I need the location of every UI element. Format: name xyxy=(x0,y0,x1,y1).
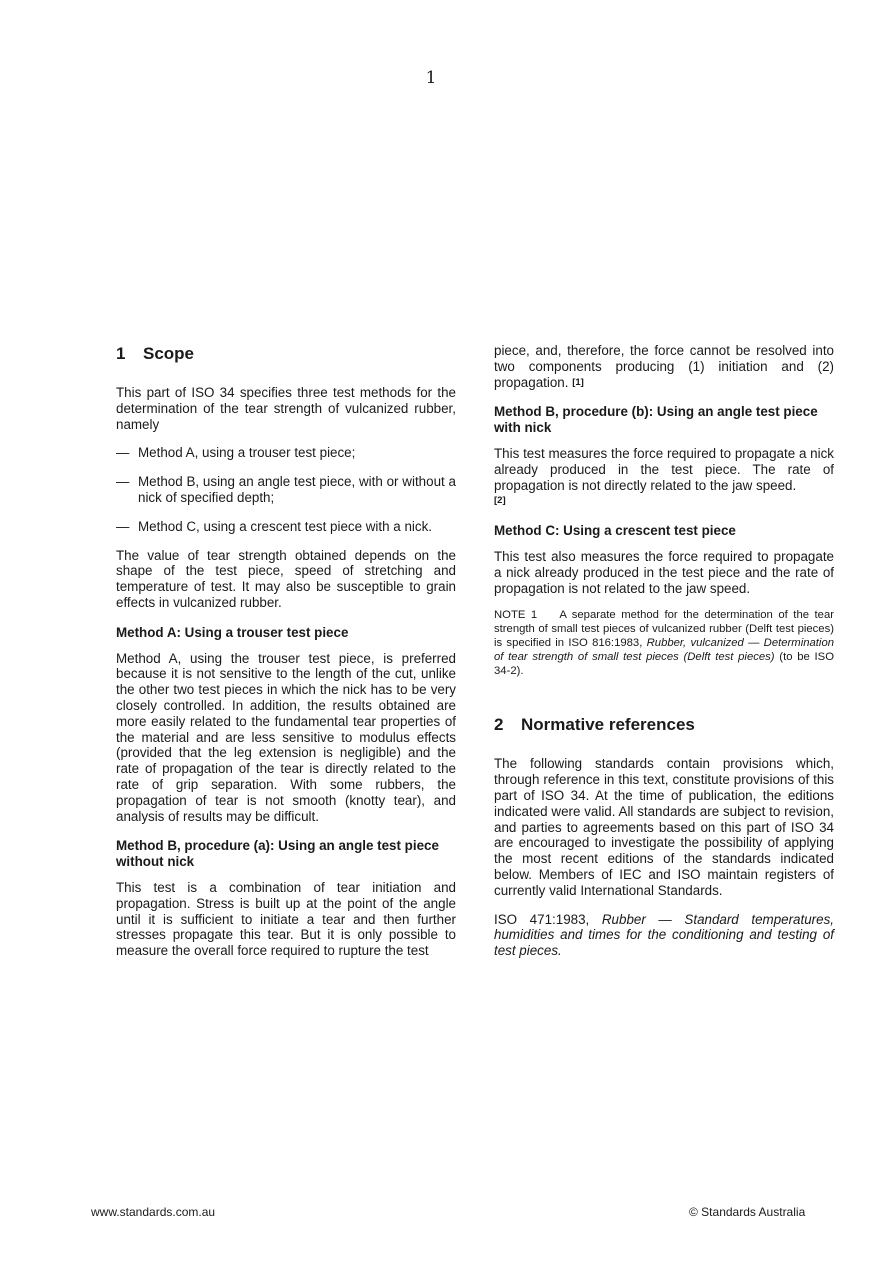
scope-heading xyxy=(116,343,456,365)
footer-website: www.standards.com.au xyxy=(91,1205,216,1219)
method-a-paragraph: Method A, using the trouser test piece, is preferred because it is not sensitive to the length of the cut, unlike the other two test pieces in which the nick has to be very closely controlled. In addition, the results obtained are more easily related to the fundamental tear properties of the material and are less sensitive to modulus effects (provided that the leg extension is negligible) and the rate of propagation of the tear is directly related to the rate of grip separation. With some rubbers, the propagation of tear is not smooth (knotty tear), and analysis of results may be difficult. xyxy=(116,650,456,824)
note-text: A separate method for the determination of the tear strength of small test pieces of vulcanized rubber (Delft test pieces) is specified in ISO 816:1983, xyxy=(494,609,835,649)
normative-paragraph: The following standards contain provisions which, through reference in this text, constitute provisions of this part of ISO 34. At the time of publication, the editions indicated were valid. All standards are subject to revision, and parties to agreements based on this part of ISO 34 are encouraged to investigate the possibility of applying the most recent editions of the standards indicated below. Members of IEC and ISO maintain registers of currently valid International Standards. xyxy=(494,756,834,898)
note-text-end: (to be ISO 34-2). xyxy=(494,650,834,677)
list-item-text: Method C, using a crescent test piece with a nick. xyxy=(138,518,432,534)
continuation-text: piece, and, therefore, the force cannot be resolved into two components producing (1) initiation and (2) propagation. xyxy=(494,343,834,390)
right-column xyxy=(494,343,834,972)
tear-strength-paragraph: The value of tear strength obtained depends on the shape of the test piece, speed of stretching and temperature of test. It may also be susceptible to grain effects in vulcanized rubber. xyxy=(116,547,456,610)
method-c-heading: Method C: Using a crescent test piece xyxy=(494,523,736,539)
scope-number: 1 xyxy=(116,344,126,363)
method-b-b-paragraph xyxy=(494,446,834,509)
footer-copyright: © Standards Australia xyxy=(689,1205,806,1219)
continuation-paragraph xyxy=(494,343,834,390)
iso471-reference xyxy=(494,912,834,959)
normative-title: Normative references xyxy=(521,715,695,735)
list-item xyxy=(116,445,456,461)
method-b-a-paragraph: This test is a combination of tear initiation and propagation. Stress is built up at the point of the angle until it is sufficient to initiate a tear and then further stresses propagate this tear. But it is only possible to measure the overall force required to rupture the test xyxy=(116,879,456,959)
method-b-b-text: This test measures the force required to propagate a nick already produced in the test piece. The rate of propagation is not directly related to the jaw speed. xyxy=(494,445,834,493)
normative-references-heading xyxy=(494,714,834,736)
method-a-heading: Method A: Using a trouser test piece xyxy=(116,624,349,640)
normative-number: 2 xyxy=(494,715,504,735)
list-item xyxy=(116,519,456,535)
scope-intro: This part of ISO 34 specifies three test methods for the determination of the tear strength of vulcanized rubber, namely xyxy=(116,385,456,432)
note-label: NOTE 1 xyxy=(494,609,538,622)
list-item-text: Method B, using an angle test piece, with or without a nick of specified depth; xyxy=(138,474,456,505)
reference-marker: [2] xyxy=(494,495,506,507)
method-c-paragraph: This test also measures the force required to propagate a nick already produced in the test piece and the rate of propagation is not related to the jaw speed. xyxy=(494,548,834,596)
dash-bullet: — xyxy=(116,474,130,490)
page-number: 1 xyxy=(425,68,437,88)
method-b-b-heading: Method B, procedure (b): Using an angle test piece with nick xyxy=(494,404,818,436)
note-italic-title: Rubber, vulcanized — Determination of tear strength of small test pieces (Delft test pieces) xyxy=(494,636,835,663)
list-item xyxy=(116,474,456,506)
iso471-code: ISO 471:1983, xyxy=(494,911,602,927)
reference-marker: [1] xyxy=(572,376,584,388)
iso471-title: Rubber — Standard temperatures, humidities and times for the conditioning and testing of test pieces. xyxy=(494,911,834,959)
note-1 xyxy=(494,609,834,678)
left-column xyxy=(116,343,456,972)
list-item-text: Method A, using a trouser test piece; xyxy=(138,445,356,461)
method-b-a-heading: Method B, procedure (a): Using an angle test piece without nick xyxy=(116,838,439,870)
dash-bullet: — xyxy=(116,518,130,534)
scope-title: Scope xyxy=(143,344,195,363)
dash-bullet: — xyxy=(116,445,130,461)
